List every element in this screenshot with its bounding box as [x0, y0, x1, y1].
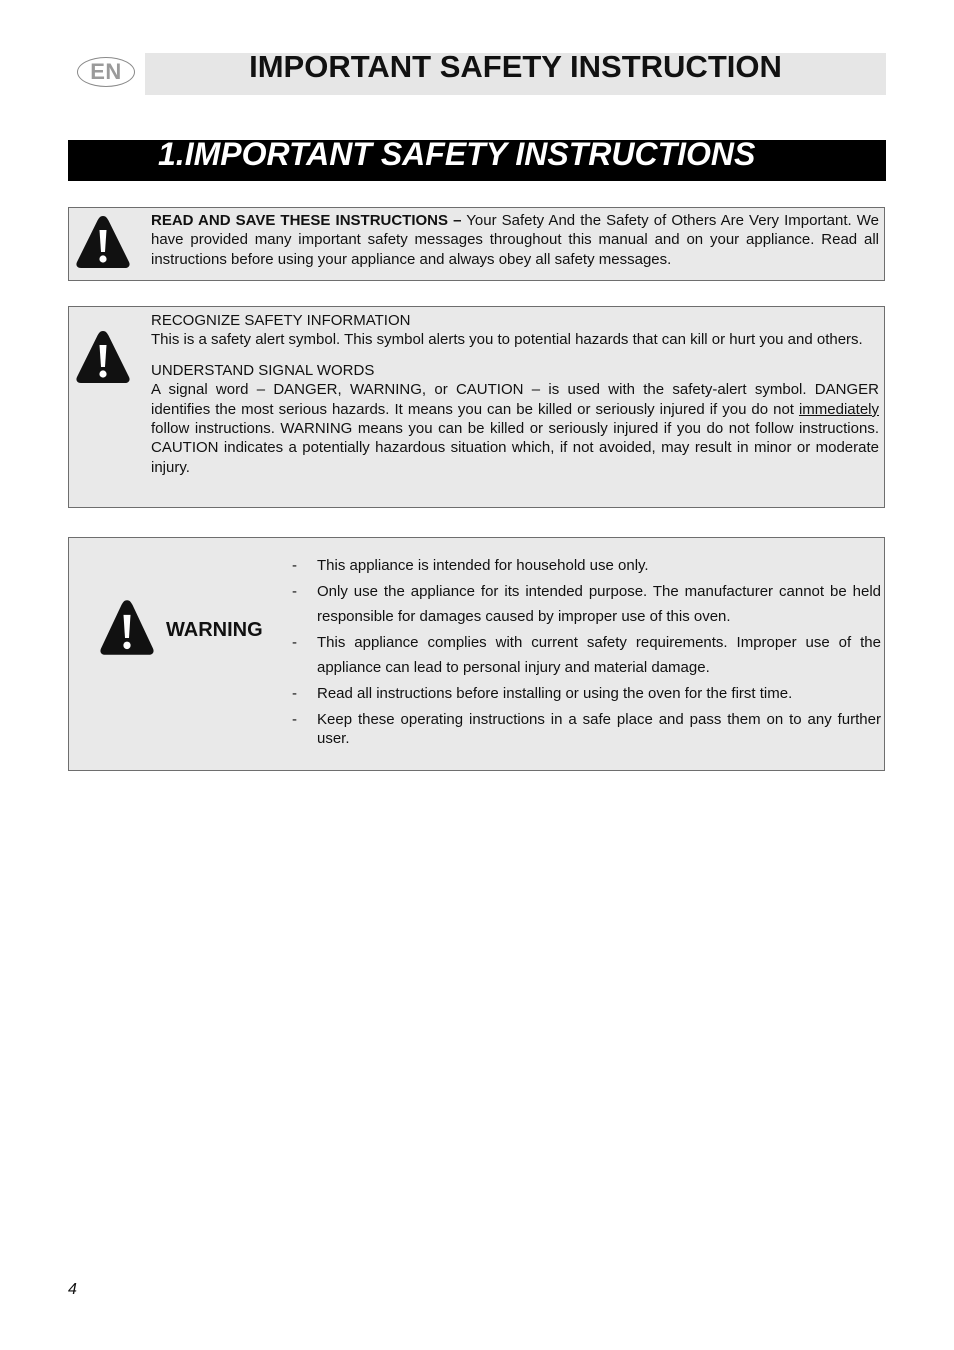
read-save-body: Your Safety And the Safety of Others Are Very Important. We have provided many important safety messages throughout this manual and on your appliance. Read all instructions before using your appliance and always obey all safety messages.	[151, 212, 879, 268]
page-number: 4	[68, 1281, 77, 1298]
recognize-heading: RECOGNIZE SAFETY INFORMATION	[151, 312, 411, 329]
page-title: IMPORTANT SAFETY INSTRUCTION	[249, 49, 782, 84]
list-item: - Only use the appliance for its intended purpose. The manufacturer cannot be held responsible for damages caused by improper use of this oven.	[292, 582, 881, 626]
warning-list	[292, 553, 881, 748]
signal-words-heading: UNDERSTAND SIGNAL WORDS	[151, 361, 375, 379]
recognize-paragraph: This is a safety alert symbol. This symbol alerts you to potential hazards that can kill or hurt you and others.	[151, 331, 863, 349]
page-header	[145, 49, 886, 95]
signal-words-underlined: immediately	[798, 400, 879, 418]
warning-box	[68, 537, 885, 771]
warning-triangle-icon	[73, 212, 133, 272]
signal-words-text-b: follow instructions. WARNING means you can be killed or seriously injured if you do not follow instructions. CAUTION indicates a potentially hazardous situation which, if not avoided, may result in minor or moderate injury.	[151, 420, 879, 476]
warning-label: WARNING	[166, 619, 263, 641]
section-header	[68, 136, 886, 181]
list-item: - This appliance is intended for household use only.	[292, 557, 649, 574]
warning-triangle-icon	[97, 596, 157, 659]
section-title: 1.IMPORTANT SAFETY INSTRUCTIONS	[158, 136, 756, 172]
read-save-notice	[68, 207, 885, 281]
list-item: - Read all instructions before installing or using the oven for the first time.	[292, 684, 793, 702]
read-save-text	[151, 211, 879, 269]
read-save-lead: READ AND SAVE THESE INSTRUCTIONS –	[151, 212, 462, 229]
language-badge: EN	[77, 57, 135, 87]
signal-words-paragraph	[151, 380, 879, 477]
signal-words-text-a: A signal word – DANGER, WARNING, or CAUTION – is used with the safety-alert symbol. DANGER identifies the most serious hazards. It means you can be killed or seriously injured if you do not	[151, 381, 879, 418]
safety-information-box	[68, 306, 885, 508]
list-item: - Keep these operating instructions in a safe place and pass them on to any further user.	[292, 710, 881, 747]
safety-information-text	[151, 311, 879, 477]
list-item: - This appliance complies with current safety requirements. Improper use of the appliance can lead to personal injury and material damage.	[292, 633, 881, 677]
warning-triangle-icon	[73, 327, 133, 387]
